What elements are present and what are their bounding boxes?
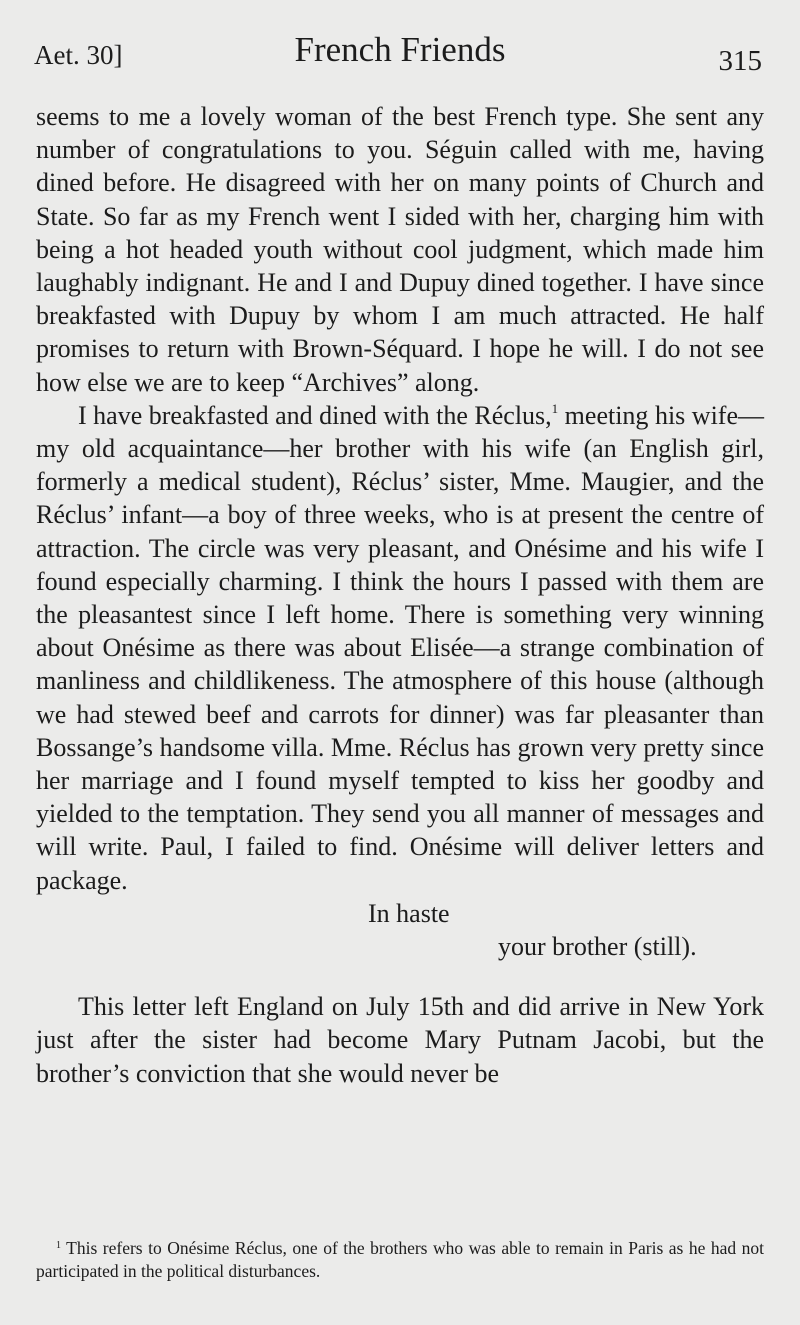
closing-in-haste: In haste: [368, 898, 450, 928]
age-marker: Aet. 30]: [34, 40, 123, 70]
running-header: [0, 0, 800, 100]
paragraph-3: This letter left England on July 15th and did arrive in New York just after the sister had become Mary Putnam Jacobi, but the brother’s conviction that she would never be: [36, 992, 764, 1088]
paragraph-2: [36, 399, 764, 897]
paragraph-1: seems to me a lovely woman of the best French type. She sent any number of congratulations to you. Séguin called with me, having dined before. He disagreed with her on many points of Church and State. So far as my French went I sided with her, charging him with being a hot headed youth without cool judgment, which made him laughably indignant. He and I and Dupuy dined together. I have since breakfasted with Dupuy by whom I am much attracted. He half promises to return with Brown-Séquard. I hope he will. I do not see how else we are to keep “Archives” along.: [36, 102, 764, 397]
footnote: [36, 1237, 764, 1283]
paragraph-2-start: I have breakfasted and dined with the Réclus,: [78, 400, 552, 430]
footnote-mark: 1: [56, 1240, 61, 1251]
closing-signature: your brother (still).: [498, 932, 697, 962]
page-number: 315: [718, 45, 762, 77]
letter-body: [36, 100, 764, 1090]
paragraph-2-rest: meeting his wife—my old acquaintance—her brother with his wife (an English girl, formerly a medical student), Réclus’ sister, Mme. Maugier, and the Réclus’ infant—a boy of three weeks, who is at present the centre of attraction. The circle was very pleasant, and Onésime and his wife I found especially charming. I think the hours I passed with them are the pleasantest since I left home. There is something very winning about Onésime as there was about Elisée—a strange combination of manliness and childlikeness. The atmosphere of this house (although we had stewed beef and carrots for dinner) was far pleasanter than Bossange’s handsome villa. Mme. Réclus has grown very pretty since her marriage and I found myself tempted to kiss her goodby and yielded to the temptation. They send you all manner of messages and will write. Paul, I failed to find. Onésime will deliver letters and package.: [36, 400, 764, 895]
footnote-reference: 1: [551, 400, 559, 416]
footnote-text: This refers to Onésime Réclus, one of the brothers who was able to remain in Paris as he had not participated in the political disturbances.: [36, 1238, 764, 1281]
chapter-title: French Friends: [294, 30, 506, 69]
